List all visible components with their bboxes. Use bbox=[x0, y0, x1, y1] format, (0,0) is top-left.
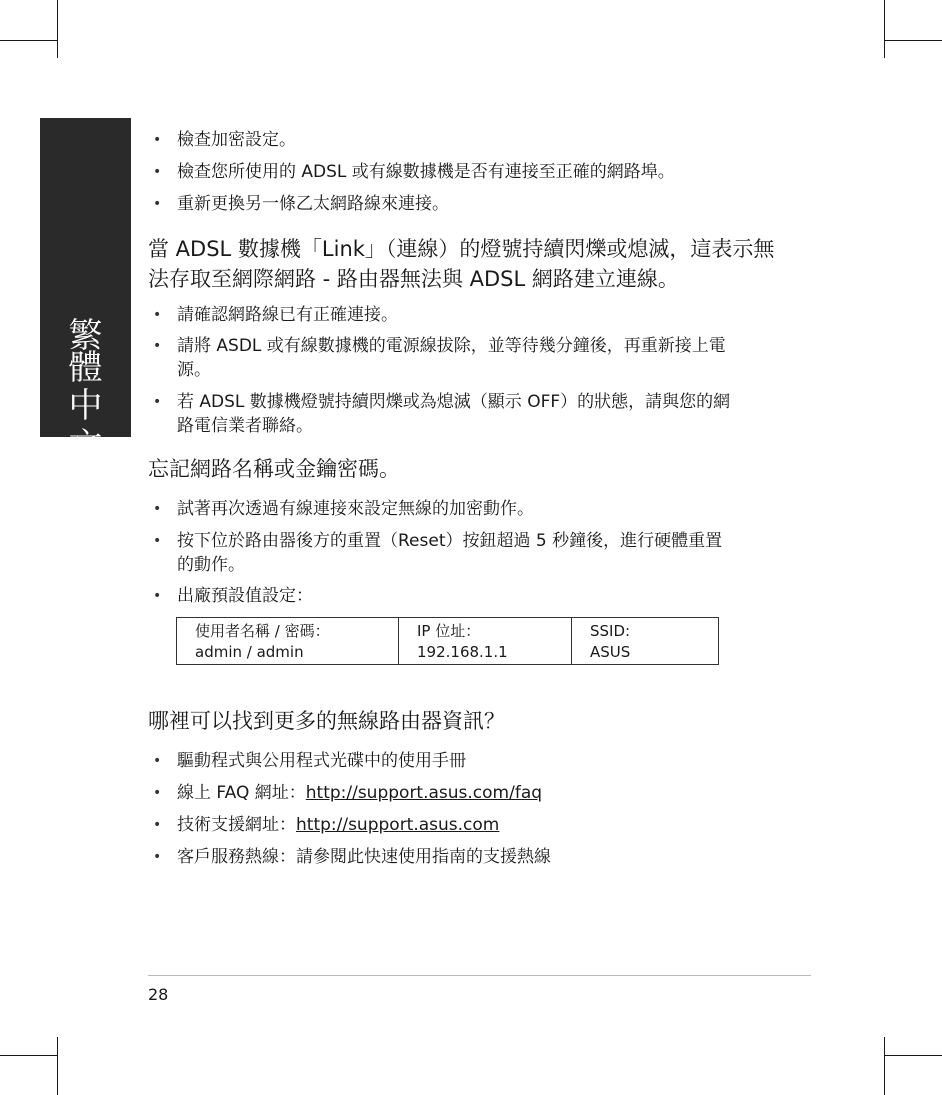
section-heading: 哪裡可以找到更多的無線路由器資訊？ bbox=[148, 709, 505, 733]
footer-rule bbox=[148, 975, 811, 976]
list-item: • 驅動程式與公用程式光碟中的使用手冊 bbox=[153, 751, 466, 771]
bullet-icon: • bbox=[153, 588, 162, 604]
bullet-icon: • bbox=[153, 196, 162, 212]
section-heading: 忘記網路名稱或金鑰密碼。 bbox=[148, 457, 400, 481]
bullet-icon: • bbox=[153, 817, 162, 833]
list-item: • 線上 FAQ 網址：http://support.asus.com/faq bbox=[153, 783, 543, 803]
language-tab-char: 中 bbox=[68, 386, 103, 426]
language-tab bbox=[40, 118, 131, 466]
list-item: • 重新更換另一條乙太網路線來連接。 bbox=[153, 194, 449, 214]
language-tab-char: 體 bbox=[68, 348, 103, 388]
bullet-icon: • bbox=[153, 132, 162, 148]
language-tab-char: 繁 bbox=[68, 316, 103, 356]
list-item: • 檢查您所使用的 ADSL 或有線數據機是否有連接至正確的網路埠。 bbox=[153, 162, 675, 182]
list-item: • 按下位於路由器後方的重置（Reset）按鈕超過 5 秒鐘後，進行硬體重置 的動作。 bbox=[153, 531, 723, 575]
table-cell: IP 位址： 192.168.1.1 bbox=[399, 618, 572, 665]
support-link[interactable]: http://support.asus.com bbox=[296, 815, 500, 835]
bullet-icon: • bbox=[153, 533, 162, 549]
list-item: • 技術支援網址：http://support.asus.com bbox=[153, 815, 500, 835]
page-number: 28 bbox=[148, 985, 169, 1004]
list-item: • 出廠預設值設定： bbox=[153, 586, 313, 606]
list-item: • 若 ADSL 數據機燈號持續閃爍或為熄滅（顯示 OFF）的狀態，請與您的網 路電信業者聯絡。 bbox=[153, 392, 731, 436]
bullet-icon: • bbox=[153, 785, 162, 801]
bullet-icon: • bbox=[153, 394, 162, 410]
table-cell: SSID: ASUS bbox=[572, 618, 719, 665]
defaults-table bbox=[176, 617, 719, 665]
faq-link[interactable]: http://support.asus.com/faq bbox=[305, 783, 543, 803]
list-item: • 客戶服務熱線：請參閱此快速使用指南的支援熱線 bbox=[153, 847, 551, 867]
section-heading: 當 ADSL 數據機「Link」（連線）的燈號持續閃爍或熄滅，這表示無 法存取至網際網路 - 路由器無法與 ADSL 網路建立連線。 bbox=[148, 237, 775, 291]
language-tab-char: 文 bbox=[68, 426, 103, 466]
list-item: • 請確認網路線已有正確連接。 bbox=[153, 305, 398, 325]
list-item: • 請將 ASDL 或有線數據機的電源線拔除，並等待幾分鐘後，再重新接上電 源。 bbox=[153, 336, 726, 380]
bullet-icon: • bbox=[153, 849, 162, 865]
list-item: • 試著再次透過有線連接來設定無線的加密動作。 bbox=[153, 499, 534, 519]
bullet-icon: • bbox=[153, 501, 162, 517]
bullet-icon: • bbox=[153, 753, 162, 769]
table-cell: 使用者名稱 / 密碼： admin / admin bbox=[177, 618, 399, 665]
bullet-icon: • bbox=[153, 164, 162, 180]
list-item: • 檢查加密設定。 bbox=[153, 130, 296, 150]
table-row bbox=[177, 618, 719, 665]
bullet-icon: • bbox=[153, 338, 162, 354]
bullet-icon: • bbox=[153, 307, 162, 323]
